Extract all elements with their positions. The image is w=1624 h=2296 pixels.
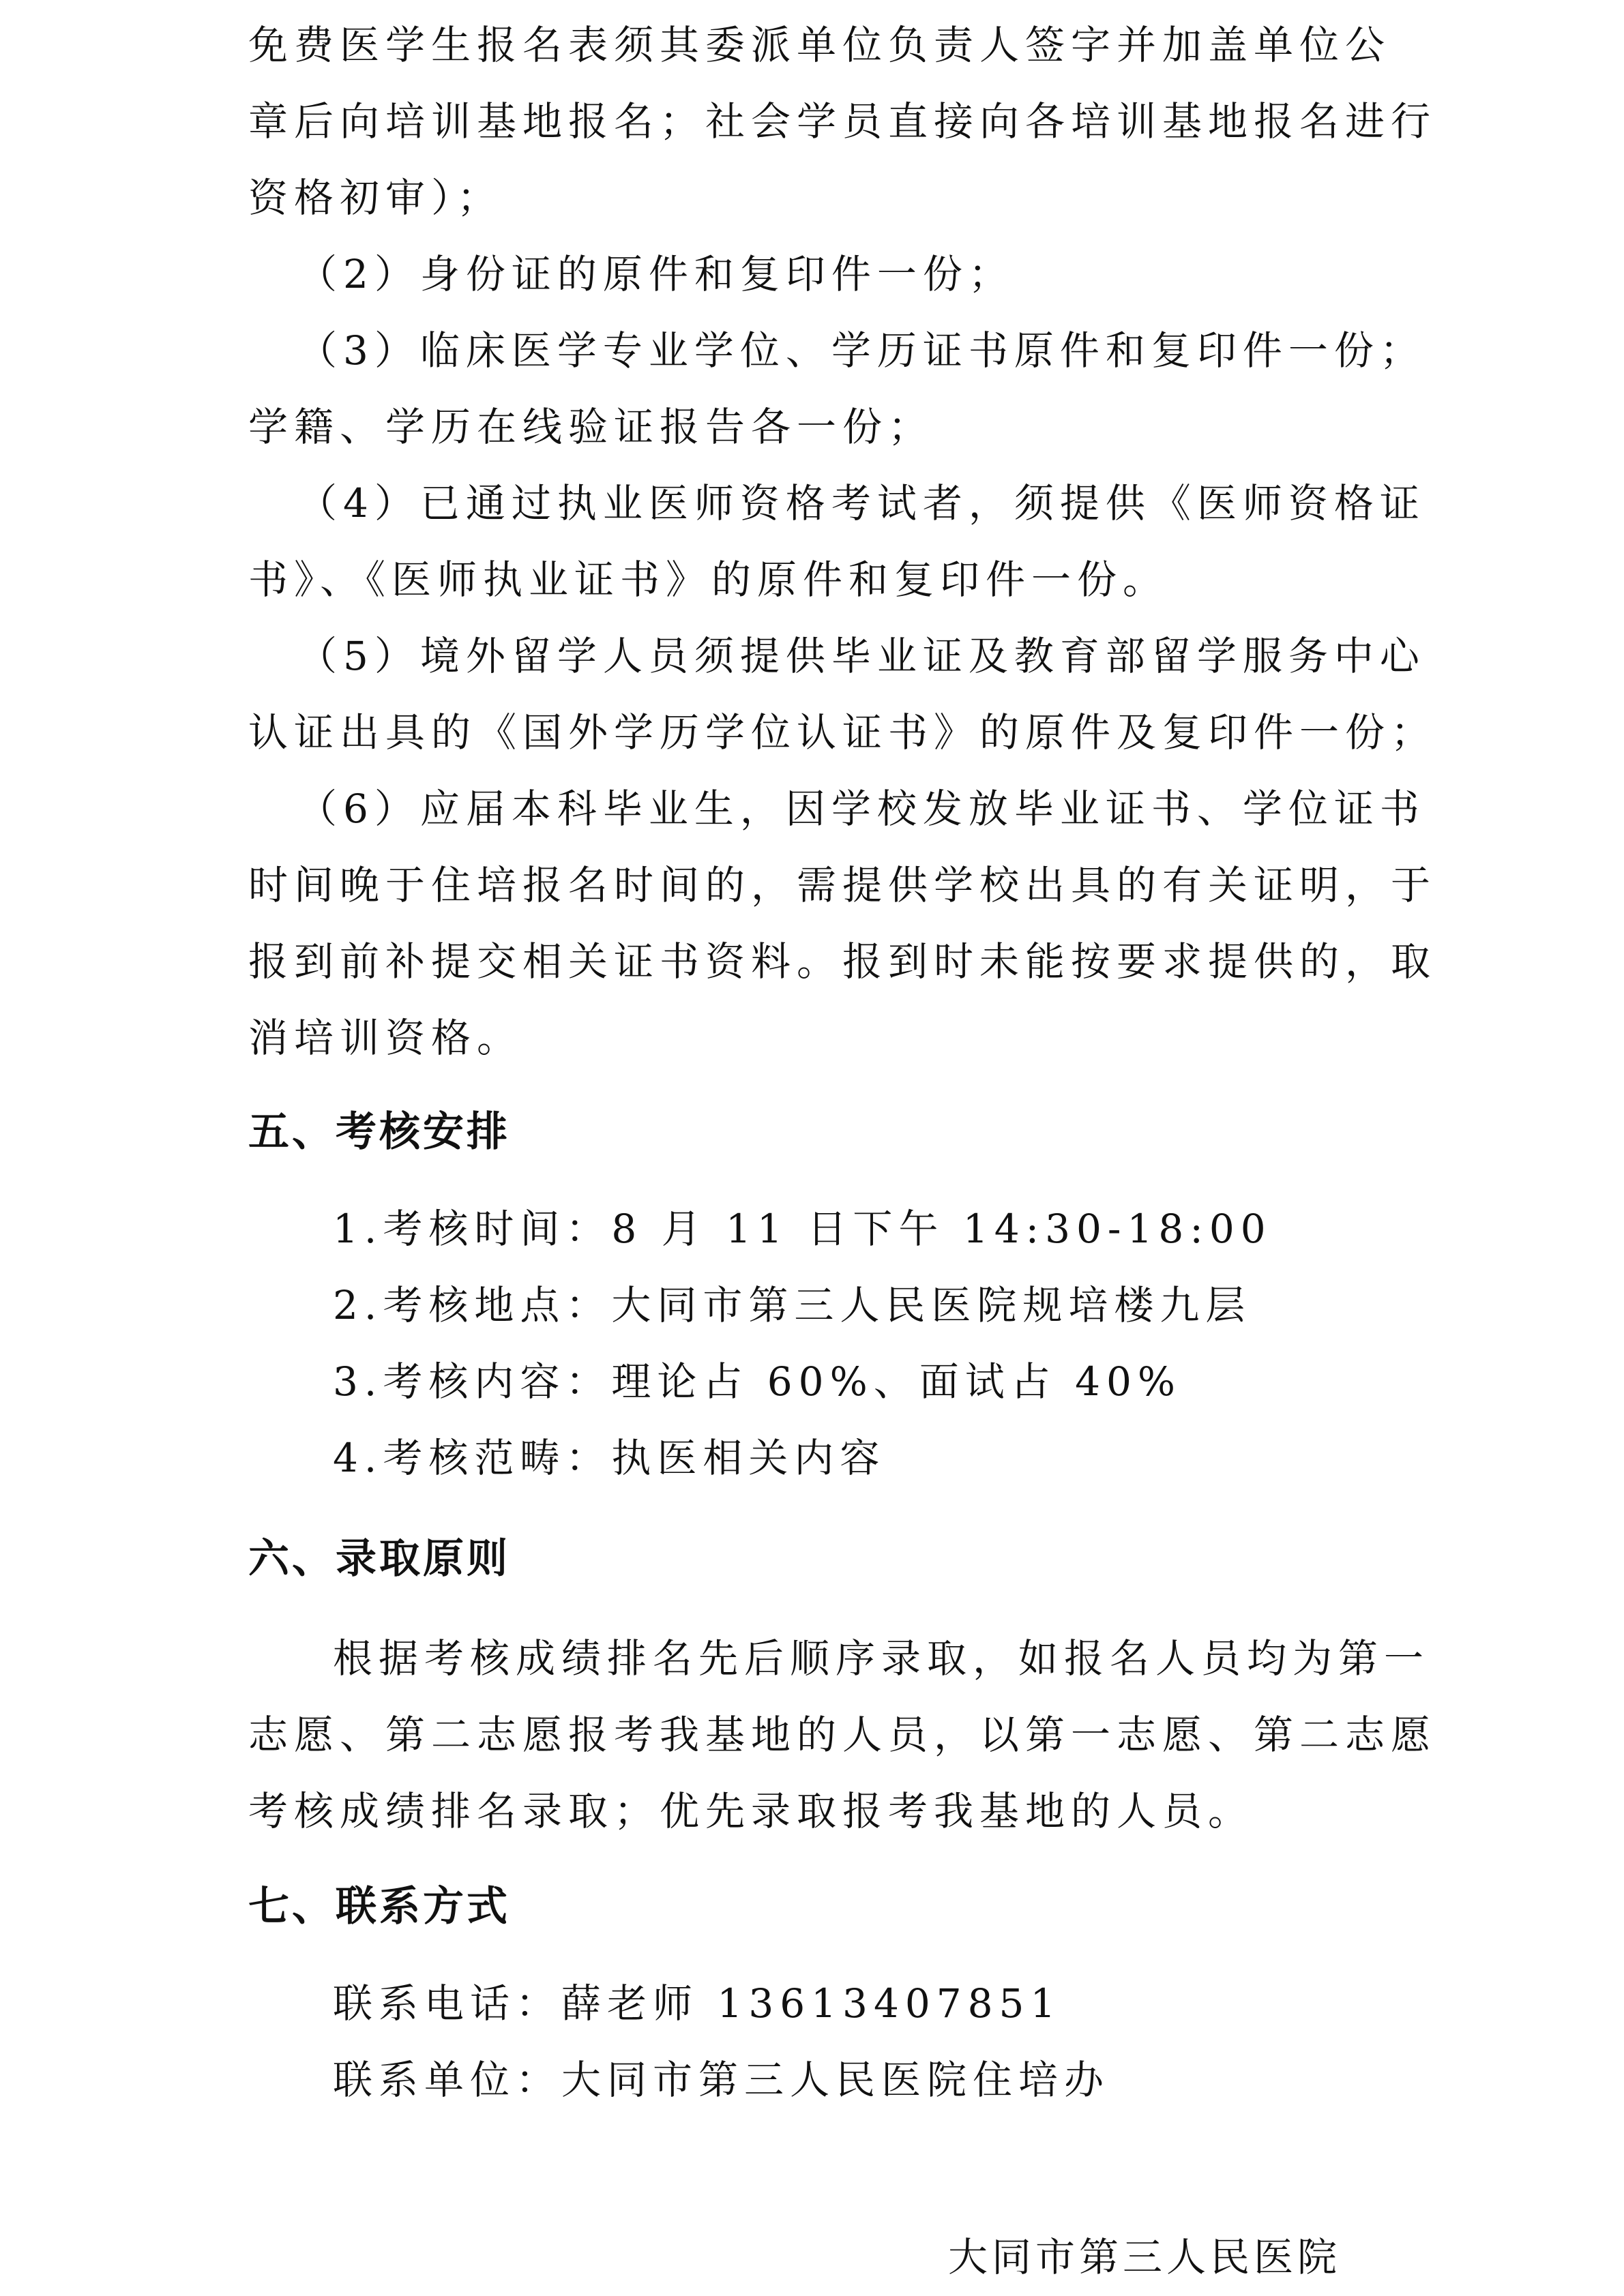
list-item: 1.考核时间：8 月 11 日下午 14:30-18:00 [333, 1206, 1272, 1252]
list-item: 4.考核范畴：执医相关内容 [333, 1435, 886, 1481]
list-item: （6）应届本科毕业生，因学校发放毕业证书、学位证书 [297, 786, 1426, 832]
contact-unit: 联系单位：大同市第三人民医院住培办 [333, 2057, 1110, 2103]
section-heading-contact: 七、联系方式 [248, 1883, 510, 1930]
paragraph-line: 时间晚于住培报名时间的，需提供学校出具的有关证明，于 [248, 862, 1437, 908]
paragraph-line: 章后向培训基地报名；社会学员直接向各培训基地报名进行 [248, 98, 1437, 145]
signature-org: 大同市第三人民医院 [948, 2234, 1342, 2280]
list-item: （3）临床医学专业学位、学历证书原件和复印件一份； [297, 327, 1426, 374]
paragraph-line: 学籍、学历在线验证报告各一份； [248, 404, 934, 450]
paragraph-line: 报到前补提交相关证书资料。报到时未能按要求提供的，取 [248, 938, 1437, 985]
list-item: 3.考核内容：理论占 60%、面试占 40% [333, 1358, 1182, 1405]
section-heading-exam-arrangement: 五、考核安排 [248, 1108, 510, 1156]
contact-phone: 联系电话：薛老师 13613407851 [333, 1980, 1062, 2027]
paragraph-line: 书》、《医师执业证书》的原件和复印件一份。 [248, 556, 1169, 603]
paragraph-line: 志愿、第二志愿报考我基地的人员，以第一志愿、第二志愿 [248, 1712, 1437, 1758]
list-item: （2）身份证的原件和复印件一份； [297, 251, 1014, 297]
list-item: 2.考核地点：大同市第三人民医院规培楼九层 [333, 1282, 1252, 1328]
paragraph-line: 根据考核成绩排名先后顺序录取，如报名人员均为第一 [333, 1635, 1430, 1682]
paragraph-line: 消培训资格。 [248, 1015, 523, 1061]
list-item: （5）境外留学人员须提供毕业证及教育部留学服务中心 [297, 633, 1426, 679]
paragraph-line: 资格初审）； [248, 175, 503, 221]
section-heading-admission-principles: 六、录取原则 [248, 1535, 510, 1583]
list-item: （4）已通过执业医师资格考试者，须提供《医师资格证 [297, 480, 1426, 526]
paragraph-line: 免费医学生报名表须其委派单位负责人签字并加盖单位公 [248, 22, 1391, 68]
paragraph-line: 考核成绩排名录取；优先录取报考我基地的人员。 [248, 1788, 1254, 1834]
paragraph-line: 认证出具的《国外学历学位认证书》的原件及复印件一份； [248, 709, 1437, 756]
